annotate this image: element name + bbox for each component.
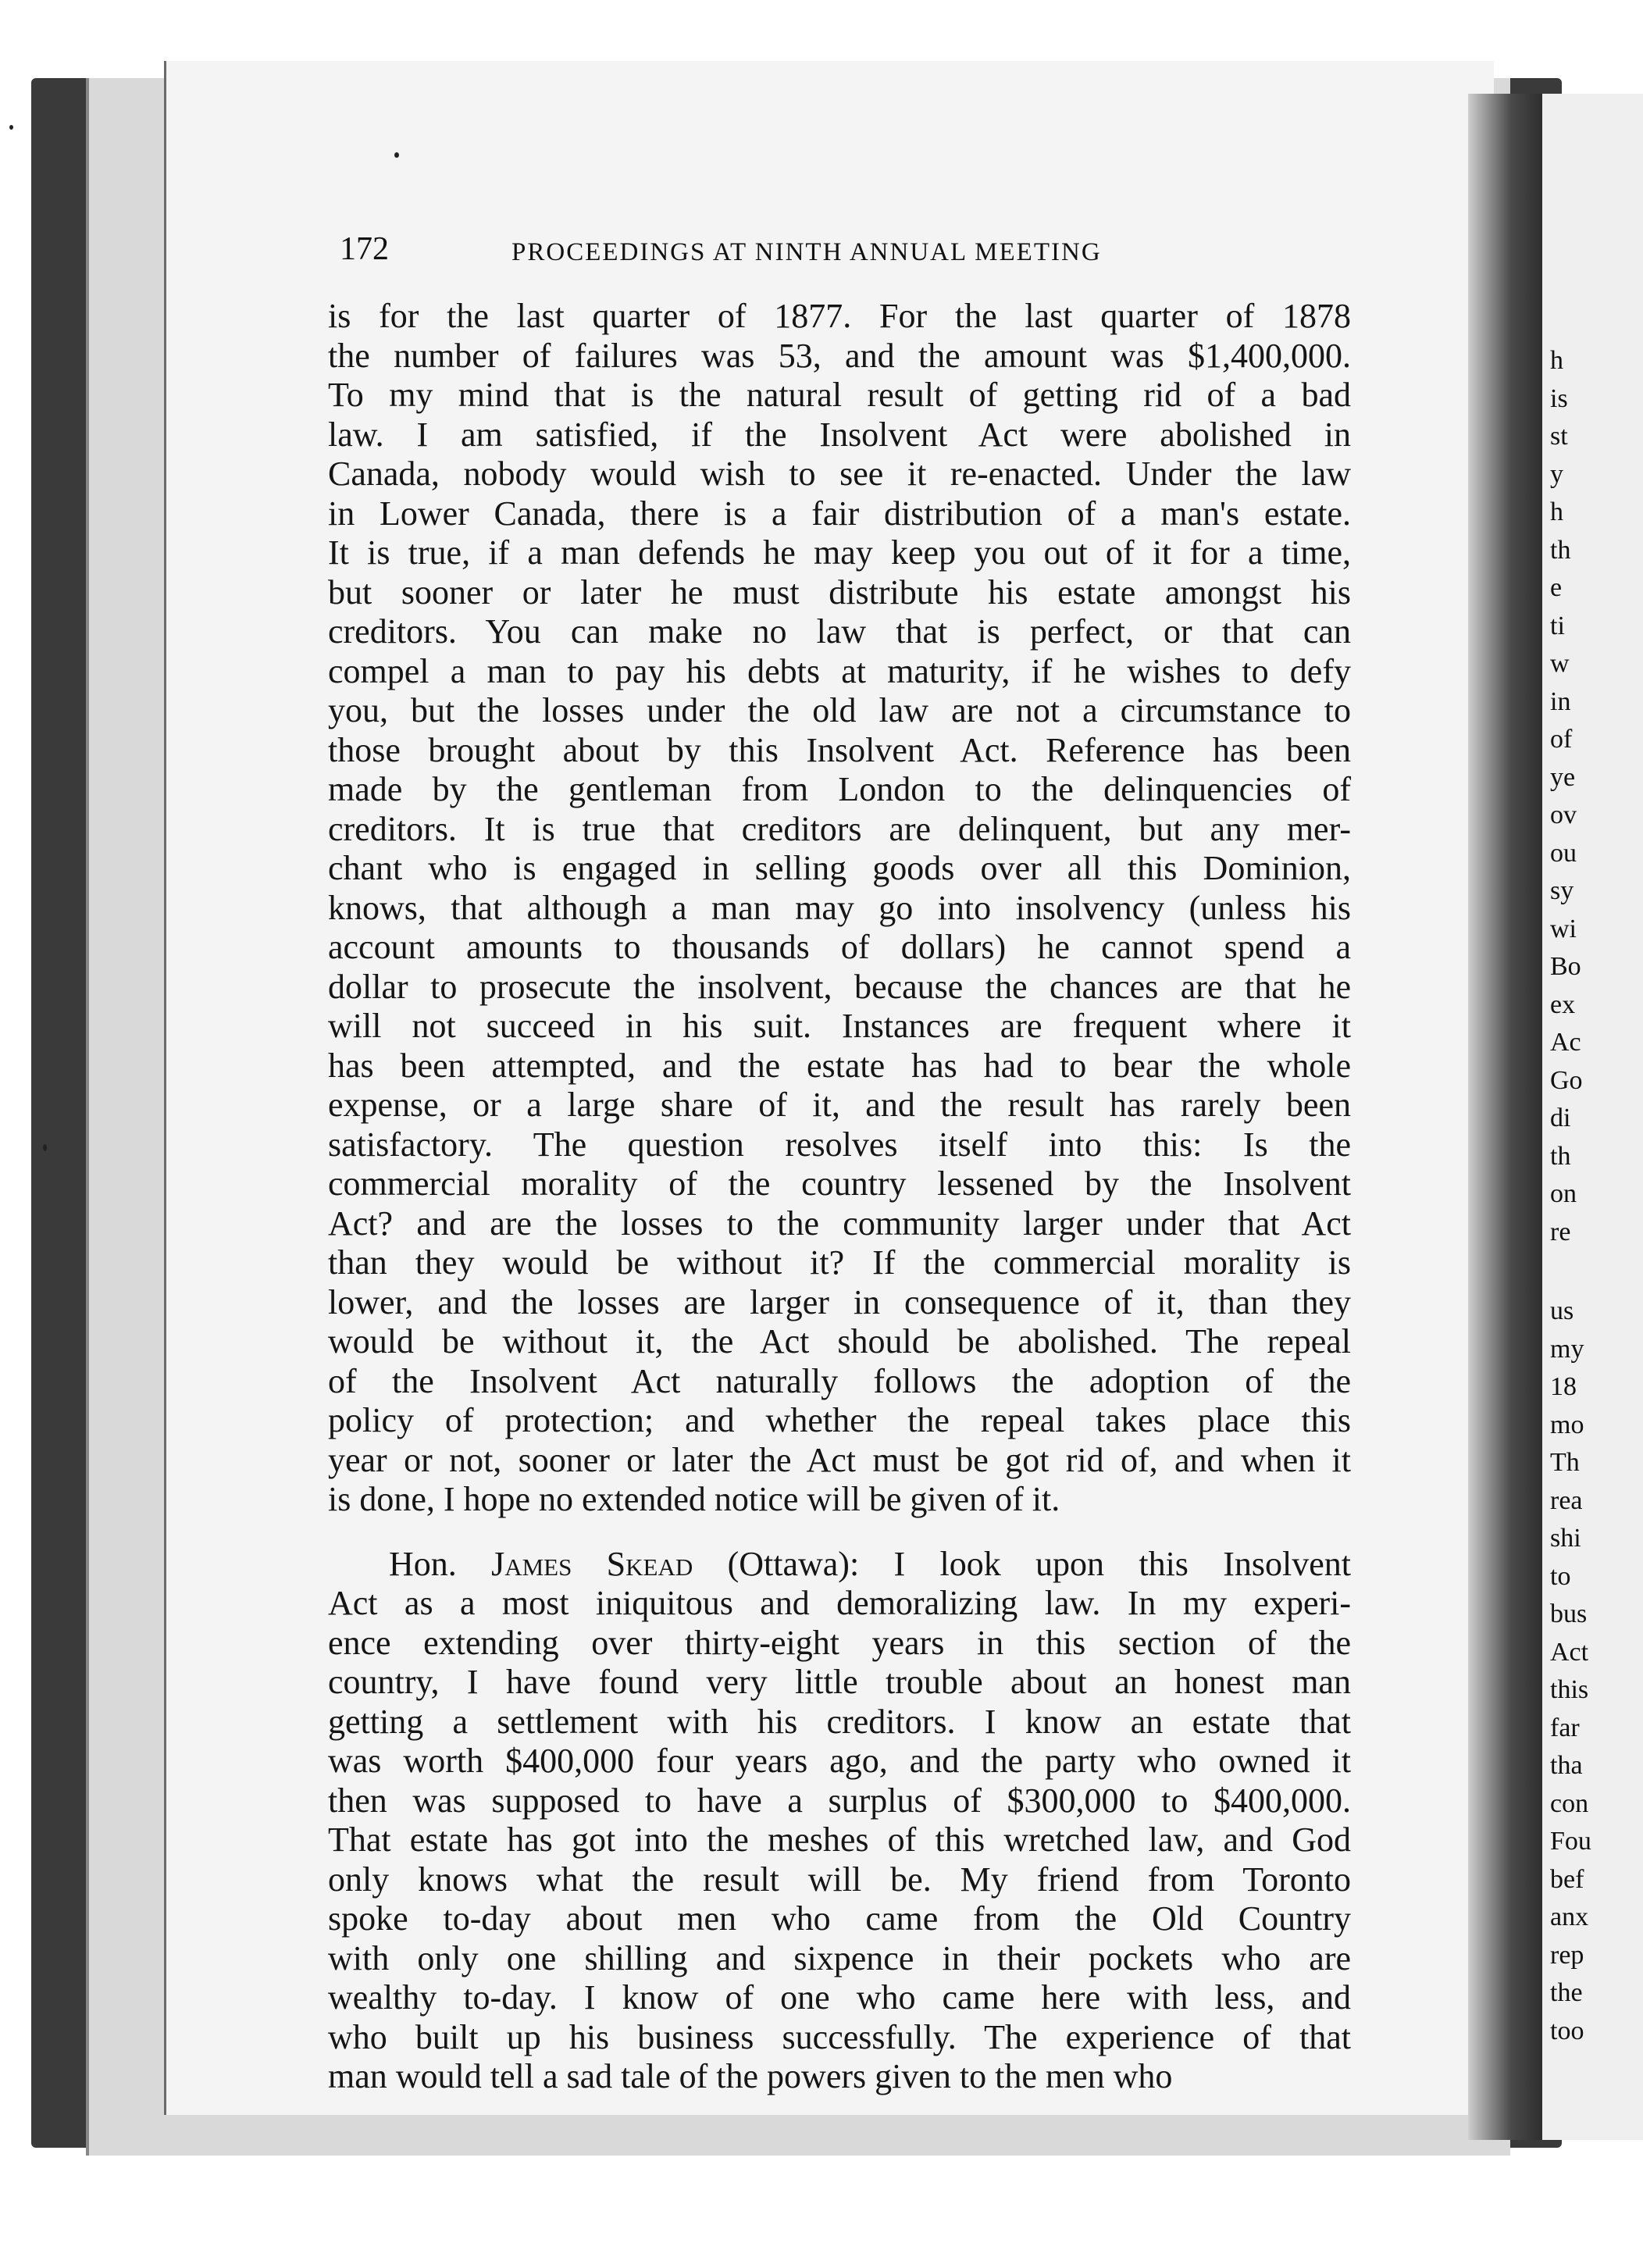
- paragraph-1-line: the number of failures was 53, and the amount was $1,400,000.: [328, 336, 1351, 375]
- book-gutter: [1468, 94, 1546, 2140]
- paragraph-1-line: will not succeed in his suit. Instances are frequent where it: [328, 1007, 1351, 1045]
- paragraph-2-line: then was supposed to have a surplus of $300,000 to $400,000.: [328, 1781, 1351, 1820]
- facing-page-fragment: st: [1550, 422, 1568, 451]
- paragraph-2-line: with only one shilling and sixpence in their pockets who are: [328, 1938, 1351, 1977]
- speaker-prefix: Hon.: [389, 1544, 492, 1583]
- paragraph-2-line: That estate has got into the meshes of this wretched law, and God: [328, 1820, 1351, 1859]
- facing-page-fragment: ti: [1550, 611, 1565, 640]
- paragraph-2-line: spoke to-day about men who came from the Old Country: [328, 1899, 1351, 1938]
- facing-page-fragment: of: [1550, 725, 1573, 754]
- facing-page-fragment: h: [1550, 346, 1563, 375]
- facing-page: [1542, 94, 1643, 2140]
- paragraph-2-line: [328, 1545, 1351, 1585]
- facing-page-fragment: bus: [1550, 1599, 1588, 1628]
- paragraph-2-line: who built up his business successfully. The experience of that: [328, 2017, 1351, 2056]
- facing-page-fragment: mo: [1550, 1410, 1584, 1439]
- facing-page-fragment: Th: [1550, 1448, 1580, 1477]
- facing-page-fragment: too: [1550, 2016, 1584, 2045]
- paragraph-1-line: knows, that although a man may go into insolvency (unless his: [328, 888, 1351, 927]
- body-text: [328, 297, 1351, 2097]
- paragraph-1-line: compel a man to pay his debts at maturity, if he wishes to defy: [328, 651, 1351, 690]
- facing-page-fragment: Bo: [1550, 952, 1581, 981]
- facing-page-fragment: h: [1550, 497, 1563, 526]
- paragraph-2-line: only knows what the result will be. My friend from Toronto: [328, 1860, 1351, 1899]
- dust-speck: [43, 1144, 47, 1151]
- paragraph-1-line: creditors. It is true that creditors are delinquent, but any mer-: [328, 809, 1351, 848]
- facing-page-fragment: re: [1550, 1217, 1571, 1246]
- paragraph-1-line: but sooner or later he must distribute his estate amongst his: [328, 572, 1351, 612]
- paragraph-1-line: dollar to prosecute the insolvent, because the chances are that he: [328, 967, 1351, 1006]
- facing-page-fragment: y: [1550, 459, 1563, 489]
- facing-page-fragment: w: [1550, 649, 1570, 678]
- facing-page-fragment: on: [1550, 1179, 1577, 1208]
- paragraph-2-line: ence extending over thirty-eight years in this section of the: [328, 1623, 1351, 1662]
- paragraph-1-line: than they would be without it? If the commercial morality is: [328, 1243, 1351, 1282]
- dust-speck: [394, 152, 399, 158]
- paragraph-1-line: Act? and are the losses to the community larger under that Act: [328, 1204, 1351, 1243]
- paragraph-1-line: lower, and the losses are larger in consequence of it, than they: [328, 1282, 1351, 1321]
- facing-page-fragment: con: [1550, 1788, 1589, 1818]
- paragraph-1-line: you, but the losses under the old law are not a circumstance to: [328, 691, 1351, 729]
- facing-page-fragment: ov: [1550, 801, 1577, 829]
- paragraph-2: [328, 1545, 1351, 2097]
- facing-page-fragment: anx: [1550, 1902, 1589, 1931]
- paragraph-1-line: is for the last quarter of 1877. For the last quarter of 1878: [328, 297, 1351, 335]
- facing-page-fragment: di: [1550, 1104, 1571, 1132]
- facing-page-fragment: th: [1550, 535, 1571, 565]
- paragraph-1-line: law. I am satisfied, if the Insolvent Act were abolished in: [328, 415, 1351, 454]
- paragraph-1-line: has been attempted, and the estate has had to bear the whole: [328, 1046, 1351, 1085]
- paragraph-2-line: was worth $400,000 four years ago, and the party who owned it: [328, 1742, 1351, 1780]
- paragraph-2-line: getting a settlement with his creditors. I know an estate that: [328, 1702, 1351, 1741]
- paragraph-1-line: commercial morality of the country lessened by the Insolvent: [328, 1164, 1351, 1203]
- paragraph-1: [328, 297, 1351, 1520]
- facing-page-fragment: shi: [1550, 1524, 1581, 1553]
- paragraph-1-line: made by the gentleman from London to the delinquencies of: [328, 770, 1351, 808]
- facing-page-fragment: e: [1550, 573, 1563, 602]
- facing-page-fragment: wi: [1550, 914, 1577, 943]
- paragraph-1-line: in Lower Canada, there is a fair distribution of a man's estate.: [328, 494, 1351, 533]
- paragraph-2-line: wealthy to-day. I know of one who came here with less, and: [328, 1978, 1351, 2017]
- facing-page-fragment: ou: [1550, 838, 1577, 868]
- facing-page-fragment: in: [1550, 686, 1571, 716]
- facing-page-fragment: far: [1550, 1713, 1580, 1742]
- paragraph-1-line: year or not, sooner or later the Act must be got rid of, and when it: [328, 1440, 1351, 1479]
- facing-page-fragment: to: [1550, 1561, 1571, 1591]
- facing-page-text-bottom: [1550, 1293, 1591, 2050]
- facing-page-fragment: sy: [1550, 876, 1574, 905]
- page-number: 172: [340, 231, 389, 267]
- paragraph-1-line: of the Insolvent Act naturally follows the adoption of the: [328, 1361, 1351, 1400]
- paragraph-2-line: man would tell a sad tale of the powers given to the men who: [328, 2057, 1173, 2095]
- running-head-title: PROCEEDINGS AT NINTH ANNUAL MEETING: [511, 238, 1102, 266]
- facing-page-fragment: Go: [1550, 1065, 1583, 1095]
- facing-page-fragment: my: [1550, 1334, 1584, 1364]
- facing-page-fragment: the: [1550, 1978, 1583, 2007]
- paragraph-1-line: expense, or a large share of it, and the result has rarely been: [328, 1086, 1351, 1124]
- speaker-line-rest: (Ottawa): I look upon this Insolvent: [693, 1544, 1352, 1583]
- paragraph-1-line: would be without it, the Act should be abolished. The repeal: [328, 1322, 1351, 1360]
- paragraph-2-line: Act as a most iniquitous and demoralizing law. In my experi-: [328, 1584, 1351, 1622]
- paragraph-1-line: is done, I hope no extended notice will be given of it.: [328, 1480, 1060, 1518]
- facing-page-text-top: [1550, 342, 1583, 1251]
- paragraph-1-line: chant who is engaged in selling goods over all this Dominion,: [328, 849, 1351, 887]
- running-head: [340, 223, 1464, 269]
- paragraph-1-line: Canada, nobody would wish to see it re-enacted. Under the law: [328, 455, 1351, 493]
- paragraph-1-line: those brought about by this Insolvent Act. Reference has been: [328, 730, 1351, 769]
- paragraph-1-line: account amounts to thousands of dollars) he cannot spend a: [328, 928, 1351, 966]
- facing-page-fragment: Fou: [1550, 1827, 1591, 1856]
- facing-page-fragment: 18: [1550, 1372, 1577, 1401]
- facing-page-fragment: us: [1550, 1296, 1574, 1325]
- facing-page-fragment: th: [1550, 1141, 1571, 1171]
- paragraph-1-line: To my mind that is the natural result of getting rid of a bad: [328, 376, 1351, 414]
- facing-page-fragment: is: [1550, 383, 1568, 413]
- paragraph-1-line: satisfactory. The question resolves itself into this: Is the: [328, 1125, 1351, 1164]
- facing-page-fragment: rea: [1550, 1485, 1583, 1515]
- paragraph-1-line: policy of protection; and whether the repeal takes place this: [328, 1401, 1351, 1439]
- speaker-name: James Skead: [491, 1544, 693, 1583]
- facing-page-fragment: this: [1550, 1675, 1589, 1704]
- facing-page-fragment: ex: [1550, 990, 1576, 1019]
- facing-page-fragment: ye: [1550, 762, 1576, 792]
- facing-page-fragment: Act: [1550, 1637, 1589, 1667]
- facing-page-fragment: tha: [1550, 1751, 1583, 1780]
- paragraph-1-line: creditors. You can make no law that is perfect, or that can: [328, 612, 1351, 651]
- facing-page-fragment: Ac: [1550, 1028, 1581, 1057]
- facing-page-fragment: bef: [1550, 1864, 1584, 1894]
- dust-speck: [9, 125, 13, 130]
- paragraph-2-line: country, I have found very little trouble about an honest man: [328, 1663, 1351, 1701]
- facing-page-fragment: rep: [1550, 1940, 1584, 1970]
- paragraph-1-line: It is true, if a man defends he may keep you out of it for a time,: [328, 533, 1351, 572]
